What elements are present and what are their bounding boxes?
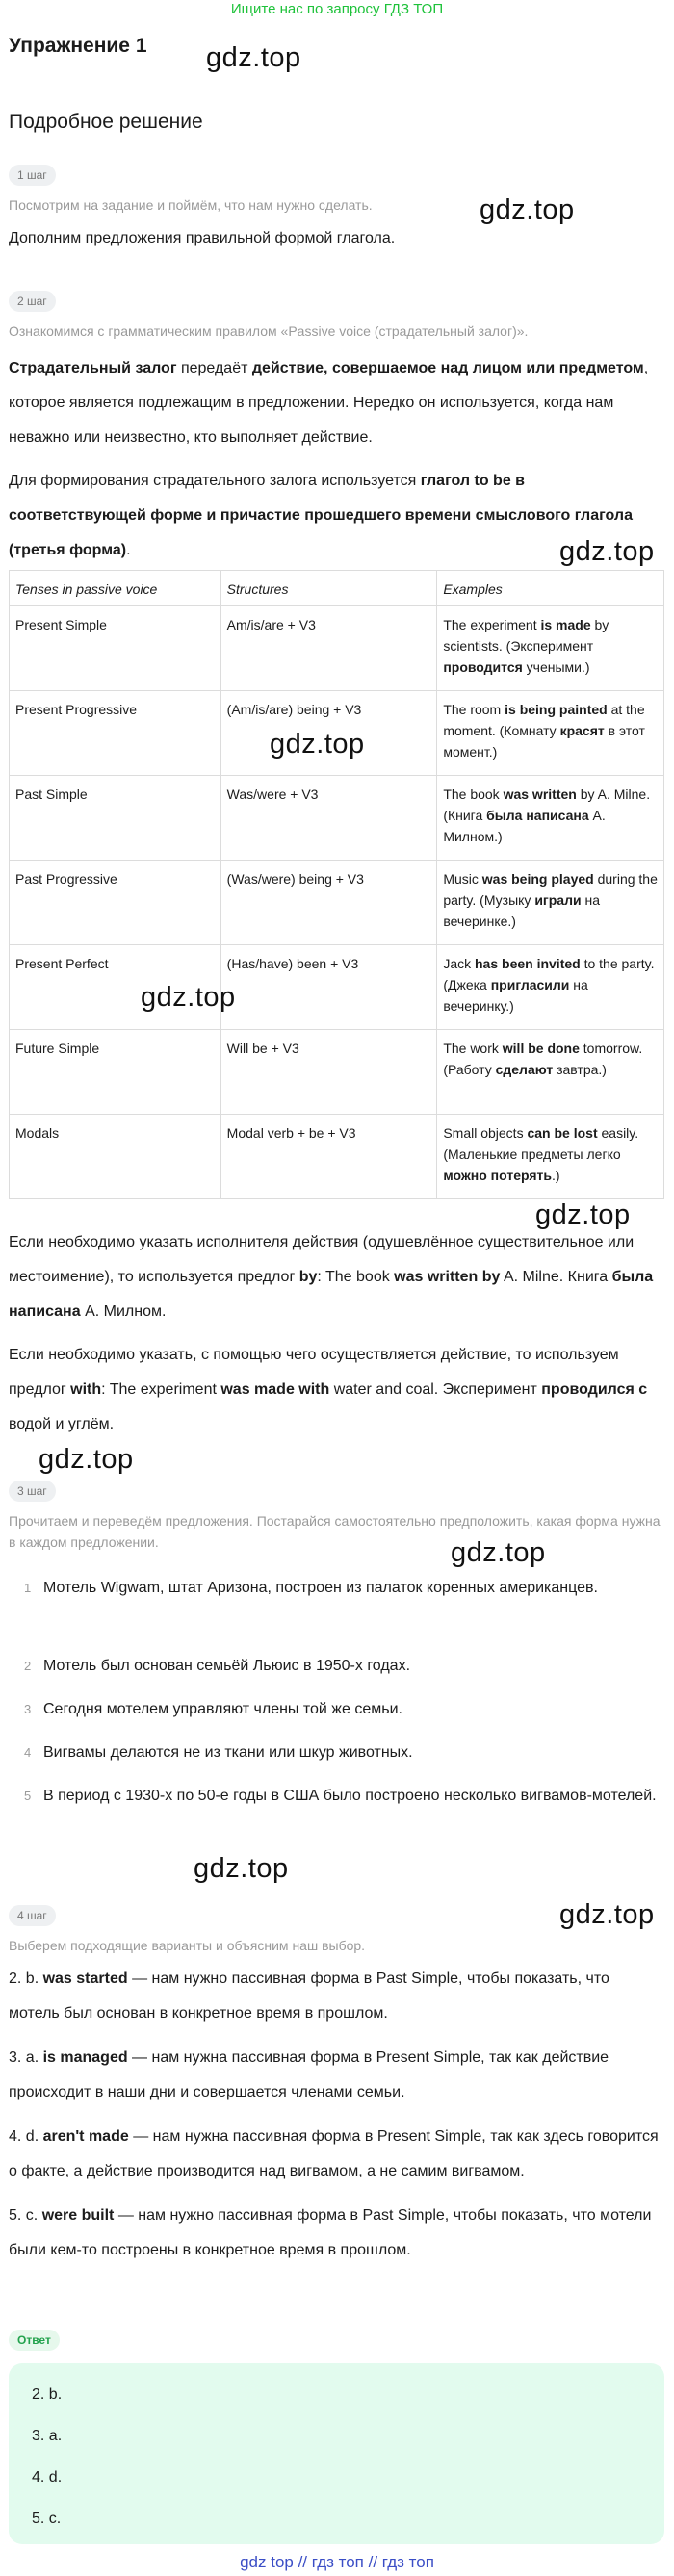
exercise-title: Упражнение 1 — [9, 35, 147, 57]
step-badge: 2 шаг — [9, 291, 56, 312]
step-badge: 1 шаг — [9, 165, 56, 186]
tense-cell: Modals — [10, 1115, 221, 1199]
rule-paragraph: Если необходимо указать, с помощью чего осуществляется действие, то используем предлог with: The experiment was made with water and coal. Эксперимент проводился с водой и углём. — [9, 1347, 648, 1432]
rule-paragraph: Страдательный залог передаёт действие, совершаемое над лицом или предметом, которое является подлежащим в предложении. Нередко он используется, когда нам неважно или неизвестно, кто выполняет действие. — [9, 360, 649, 446]
explanation-item: 5. c. were built — нам нужно пассивная форма в Past Simple, чтобы показать, что мотели были кем-то построены в конкретное время в прошлом. — [9, 2207, 652, 2258]
example-cell: The experiment is made by scientists. (Эксперимент проводится учеными.) — [437, 606, 664, 691]
watermark: gdz.top — [559, 536, 655, 567]
answer-line: 3. a. — [32, 2428, 63, 2444]
watermark: gdz.top — [559, 1899, 655, 1930]
table-row — [10, 776, 664, 861]
step-note: Выберем подходящие варианты и объясним наш выбор. — [9, 1938, 366, 1953]
watermark: gdz.top — [194, 1853, 289, 1884]
table-header-row — [10, 571, 664, 606]
tense-cell: Future Simple — [10, 1030, 221, 1115]
step-badge: 3 шаг — [9, 1481, 56, 1502]
tense-cell: Past Progressive — [10, 861, 221, 945]
step-note: Ознакомимся с грамматическим правилом «Passive voice (страдательный залог)». — [9, 323, 529, 339]
structure-cell: Will be + V3 — [220, 1030, 437, 1115]
tense-cell: Past Simple — [10, 776, 221, 861]
column-header: Structures — [220, 571, 437, 606]
answer-box — [9, 2363, 664, 2544]
table-row — [10, 606, 664, 691]
table-row — [10, 1115, 664, 1199]
answer-line: 4. d. — [32, 2469, 63, 2486]
explanation-item: 4. d. aren't made — нам нужна пассивная форма в Present Simple, так как здесь говорится о факте, а действие производится над вигвамом, а не самим вигвамом. — [9, 2128, 659, 2179]
tense-cell: Present Progressive — [10, 691, 221, 776]
table-row — [10, 945, 664, 1030]
rule-paragraph: Если необходимо указать исполнителя действия (одушевлённое существительное или местоимение), то используется предлог by: The book was written by A. Milne. Книга была написана А. Милном. — [9, 1234, 654, 1320]
column-header: Tenses in passive voice — [10, 571, 221, 606]
search-banner[interactable]: Ищите нас по запросу ГДЗ ТОП — [230, 1, 444, 17]
example-cell: The room is being painted at the moment. (Комнату красят в этот момент.) — [437, 691, 664, 776]
step-badge: 4 шаг — [9, 1905, 56, 1926]
watermark: gdz.top — [480, 194, 575, 225]
watermark: gdz.top — [535, 1199, 631, 1230]
explanation-item: 2. b. was started — нам нужно пассивная форма в Past Simple, чтобы показать, что мотель был основан в конкретное время в прошлом. — [9, 1971, 609, 2022]
example-cell: Small objects can be lost easily. (Маленькие предметы легко можно потерять.) — [437, 1115, 664, 1199]
step-note: Прочитаем и переведём предложения. Постарайся самостоятельно предположить, какая форма нужна в каждом предложении. — [9, 1513, 661, 1550]
watermark: gdz.top — [141, 982, 236, 1013]
structure-cell: Modal verb + be + V3 — [220, 1115, 437, 1199]
list-item: 1 Мотель Wigwam, штат Аризона, построен из палаток коренных американцев. — [24, 1580, 598, 1596]
passive-voice-table — [9, 570, 664, 1199]
example-cell: Music was being played during the party. (Музыку играли на вечеринке.) — [437, 861, 664, 945]
example-cell: Jack has been invited to the party. (Джека пригласили на вечеринку.) — [437, 945, 664, 1030]
answer-badge: Ответ — [9, 2330, 60, 2351]
table-row — [10, 1030, 664, 1115]
watermark: gdz.top — [206, 42, 301, 73]
answer-line: 2. b. — [32, 2386, 63, 2403]
table-row — [10, 691, 664, 776]
step-note: Посмотрим на задание и поймём, что нам нужно сделать. — [9, 197, 373, 213]
structure-cell: (Was/were) being + V3 — [220, 861, 437, 945]
explanation-item: 3. a. is managed — нам нужна пассивная форма в Present Simple, так как действие происходит в наши дни и совершается членами семьи. — [9, 2049, 609, 2100]
structure-cell: Was/were + V3 — [220, 776, 437, 861]
term-bold: глагол to be в соответствующей форме и причастие прошедшего времени смыслового глагола (третья форма) — [9, 473, 633, 558]
tense-cell: Present Simple — [10, 606, 221, 691]
watermark: gdz.top — [39, 1444, 134, 1475]
structure-cell: Am/is/are + V3 — [220, 606, 437, 691]
structure-cell: (Am/is/are) being + V3 — [220, 691, 437, 776]
example-cell: The work will be done tomorrow. (Работу сделают завтра.) — [437, 1030, 664, 1115]
term-bold: действие, совершаемое над лицом или предметом — [251, 360, 644, 376]
rule-paragraph: Для формирования страдательного залога используется глагол to be в соответствующей форме и причастие прошедшего времени смыслового глагола (третья форма). — [9, 473, 633, 558]
footer-links[interactable]: gdz top // гдз топ // гдз топ — [240, 2553, 434, 2571]
step-text: Дополним предложения правильной формой глагола. — [9, 230, 396, 246]
structure-cell: (Has/have) been + V3 — [220, 945, 437, 1030]
term-bold: Страдательный залог — [9, 360, 177, 376]
solution-title: Подробное решение — [9, 111, 203, 133]
watermark: gdz.top — [270, 729, 365, 760]
example-cell: The book was written by A. Milne. (Книга была написана А. Милном.) — [437, 776, 664, 861]
tense-cell: Present Perfect — [10, 945, 221, 1030]
answer-line: 5. c. — [32, 2511, 62, 2527]
column-header: Examples — [437, 571, 664, 606]
watermark: gdz.top — [451, 1537, 546, 1568]
table-row — [10, 861, 664, 945]
